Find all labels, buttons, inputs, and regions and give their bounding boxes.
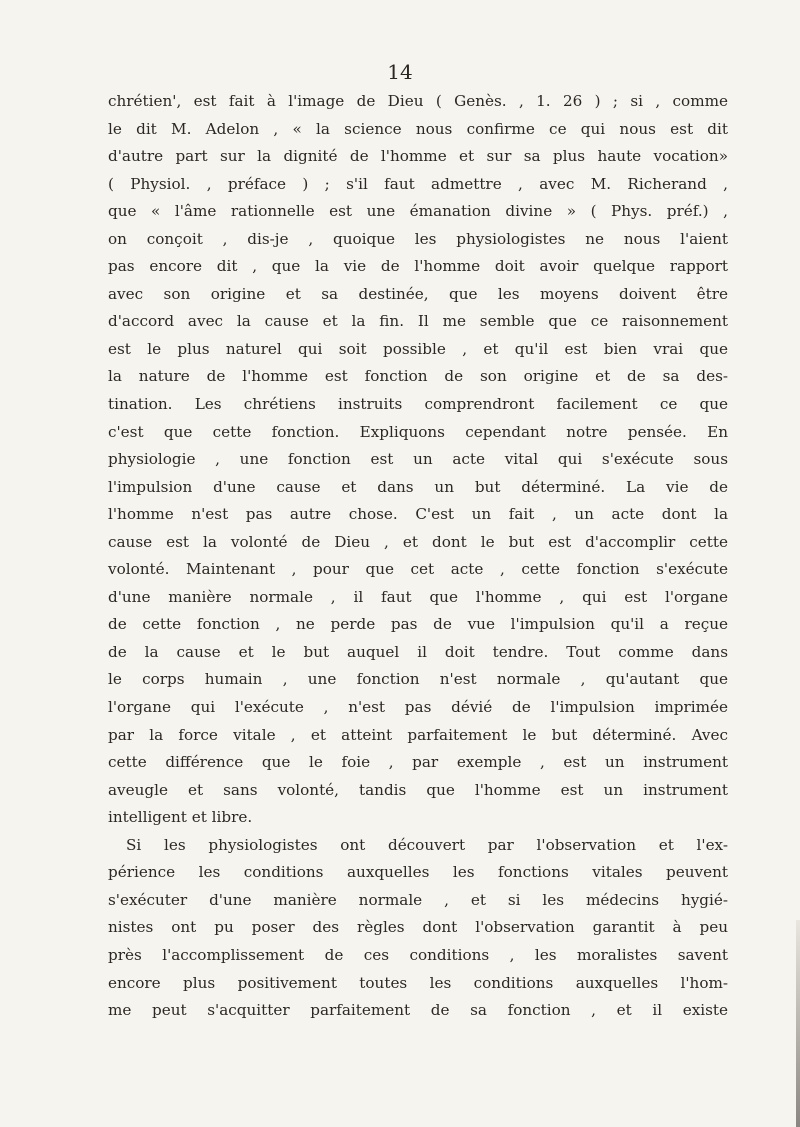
text-line: ( Physiol. , préface ) ; s'il faut admettre , avec M. Richerand ,	[108, 174, 728, 193]
text-line: c'est que cette fonction. Expliquons cependant notre pensée. En	[108, 422, 728, 441]
text-line: de cette fonction , ne perde pas de vue l'impulsion qu'il a reçue	[108, 615, 728, 634]
text-line: avec son origine et sa destinée, que les moyens doivent être	[108, 284, 728, 303]
text-line: encore plus positivement toutes les conditions auxquelles l'hom-	[108, 973, 728, 992]
text-line: me peut s'acquitter parfaitement de sa fonction , et il existe	[108, 1001, 728, 1020]
text-line: on conçoit , dis-je , quoique les physiologistes ne nous l'aient	[108, 229, 728, 248]
text-line: le corps humain , une fonction n'est normale , qu'autant que	[108, 670, 728, 689]
text-line: l'impulsion d'une cause et dans un but déterminé. La vie de	[108, 477, 728, 496]
text-line: par la force vitale , et atteint parfaitement le but déterminé. Avec	[108, 725, 728, 744]
body-text	[108, 88, 728, 1025]
text-line: physiologie , une fonction est un acte vital qui s'exécute sous	[108, 450, 728, 469]
text-line: de la cause et le but auquel il doit tendre. Tout comme dans	[108, 642, 728, 661]
paragraph-end-line: intelligent et libre.	[108, 808, 253, 827]
text-line: la nature de l'homme est fonction de son origine et de sa des-	[108, 367, 728, 386]
text-line: cause est la volonté de Dieu , et dont le but est d'accomplir cette	[108, 532, 728, 551]
text-line: est le plus naturel qui soit possible , et qu'il est bien vrai que	[108, 339, 728, 358]
text-line: pas encore dit , que la vie de l'homme doit avoir quelque rapport	[108, 257, 728, 276]
text-line: l'organe qui l'exécute , n'est pas dévié de l'impulsion imprimée	[108, 698, 728, 717]
text-line: d'accord avec la cause et la fin. Il me semble que ce raisonnement	[108, 312, 728, 331]
text-line: que « l'âme rationnelle est une émanation divine » ( Phys. préf.) ,	[108, 202, 728, 221]
text-line: près l'accomplissement de ces conditions , les moralistes savent	[108, 945, 728, 964]
text-line: d'une manière normale , il faut que l'homme , qui est l'organe	[108, 587, 728, 606]
text-line: chrétien', est fait à l'image de Dieu ( Genès. , 1. 26 ) ; si , comme	[108, 92, 728, 110]
text-line: d'autre part sur la dignité de l'homme et sur sa plus haute vocation»	[108, 147, 728, 166]
text-line: cette différence que le foie , par exemple , est un instrument	[108, 753, 728, 772]
text-line: volonté. Maintenant , pour que cet acte , cette fonction s'exécute	[108, 560, 728, 579]
page-edge-shadow	[796, 920, 800, 1127]
text-line: tination. Les chrétiens instruits comprendront facilement ce que	[108, 395, 728, 414]
text-line: s'exécuter d'une manière normale , et si les médecins hygié-	[108, 890, 728, 909]
text-line: l'homme n'est pas autre chose. C'est un fait , un acte dont la	[108, 505, 728, 524]
text-line: nistes ont pu poser des règles dont l'observation garantit à peu	[108, 918, 728, 937]
text-line: périence les conditions auxquelles les fonctions vitales peuvent	[108, 863, 728, 882]
text-line: le dit M. Adelon , « la science nous confirme ce qui nous est dit	[108, 119, 728, 138]
page-number: 14	[387, 60, 413, 84]
paragraph-start-line: Si les physiologistes ont découvert par l'observation et l'ex-	[126, 835, 728, 854]
text-line: aveugle et sans volonté, tandis que l'homme est un instrument	[108, 780, 728, 799]
